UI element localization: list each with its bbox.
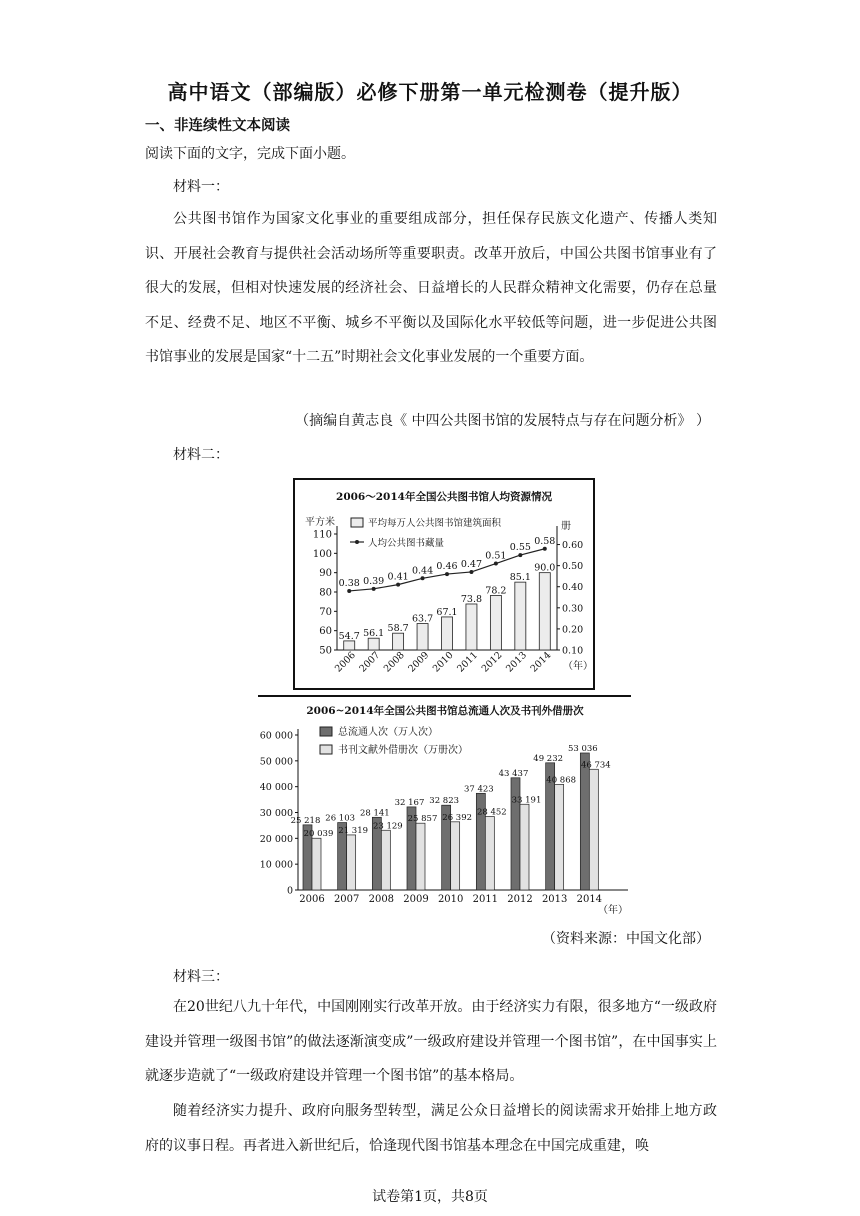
chart1-x-tick-label: 2006 (333, 649, 358, 675)
chart1-bar (515, 582, 526, 650)
chart2-y-tick-label: 50 000 (259, 756, 293, 768)
chart1-legend-bar: 平均每万人公共图书馆建筑面积 (368, 518, 502, 529)
page-footer: 试卷第1页，共8页 (372, 1189, 488, 1205)
chart1-right-tick-label: 0.60 (562, 540, 584, 552)
chart2-bar-label: 21 319 (338, 825, 369, 836)
chart1-line-point (494, 562, 498, 566)
chart1-line-point (469, 570, 473, 574)
chart2-x-tick-label: 2008 (368, 894, 395, 905)
chart1-bar-label: 58.7 (387, 623, 409, 635)
chart1-bar (490, 595, 501, 650)
chart1-bar (393, 633, 404, 650)
chart1-x-tick-label: 2010 (430, 649, 456, 675)
chart1-x-tick-label: 2008 (381, 649, 407, 675)
chart-divider (258, 695, 631, 697)
chart2-x-tick-label: 2012 (507, 894, 533, 905)
chart1-x-tick-label: 2012 (479, 649, 505, 675)
chart1-right-tick-label: 0.30 (562, 603, 584, 615)
material1-text: 公共图书馆作为国家文化事业的重要组成部分，担任保存民族文化遗产、传播人类知识、开展社会教育与提供社会活动场所等重要职责。改革开放后，中国公共图书馆事业有了很大的发展，但相对快速发展的经济社会、日益增长的人民群众精神文化需要，仍存在总量不足、经费不足、地区不平衡、城乡不平衡以及国际化水平较低等问题，进一步促进公共图书馆事业的发展是国家“十二五”时期社会文化事业发展的一个重要方面。 (145, 211, 717, 365)
chart2-bar (347, 835, 356, 890)
chart2-bar-label: 26 103 (325, 813, 356, 824)
chart1-bar-label: 85.1 (509, 572, 531, 584)
chart2-x-tick-label: 2011 (472, 894, 499, 905)
chart1-left-tick-label: 70 (319, 606, 332, 618)
chart2-y-tick-label: 30 000 (259, 808, 293, 819)
chart2-x-tick-label: 2013 (541, 894, 568, 905)
chart1-bar (539, 573, 550, 650)
chart1-x-tick-label: 2009 (406, 649, 432, 675)
chart2-bar-label: 20 039 (303, 829, 334, 840)
chart1-x-tick-label: 2014 (528, 649, 554, 675)
chart2-x-unit: （年） (598, 905, 628, 916)
chart2-x-tick-label: 2014 (576, 894, 603, 905)
legend-series1-swatch (320, 727, 332, 736)
legend-line-dot (355, 540, 359, 544)
chart1-bar-label: 90.0 (534, 562, 556, 574)
chart1-line-label: 0.46 (436, 561, 458, 573)
chart2-bar (381, 830, 390, 890)
page-title: 高中语文（部编版）必修下册第一单元检测卷（提升版） (167, 80, 693, 104)
chart1-right-tick-label: 0.10 (562, 645, 584, 657)
chart1-bar-label: 67.1 (436, 606, 458, 618)
chart2-y-tick-label: 40 000 (259, 782, 293, 794)
chart2-bar (312, 838, 321, 890)
chart2-bar-label: 46 734 (580, 760, 611, 771)
chart1-bar (344, 641, 355, 650)
chart2-x-tick-label: 2010 (437, 894, 464, 905)
chart2-bar (451, 822, 460, 890)
chart1-line-point (445, 572, 449, 576)
chart2-bar (485, 816, 494, 890)
chart1-right-tick-label: 0.40 (562, 582, 584, 594)
chart1-line-label: 0.44 (411, 565, 434, 577)
chart-circulation-lending (258, 698, 632, 920)
chart2-bar-label: 37 423 (463, 784, 494, 795)
chart1-right-tick-label: 0.50 (562, 561, 584, 573)
chart1-bar-label: 63.7 (411, 613, 434, 625)
chart1-x-tick-label: 2007 (357, 649, 383, 675)
chart1-bar-label: 78.2 (485, 585, 507, 597)
chart2-bar-label: 26 392 (442, 812, 473, 823)
chart1-line-label: 0.41 (387, 571, 409, 583)
chart1-line-point (396, 583, 400, 587)
chart2-bar-label: 32 823 (429, 796, 460, 807)
chart1-left-tick-label: 100 (312, 548, 332, 560)
chart2-title: 2006~2014年全国公共图书馆总流通人次及书刊外借册次 (306, 705, 584, 717)
chart2-bar-label: 28 141 (359, 808, 390, 819)
chart1-line-label: 0.38 (338, 577, 360, 589)
chart2-y-tick-label: 0 (286, 885, 293, 897)
chart2-y-tick-label: 20 000 (259, 833, 293, 845)
chart1-left-tick-label: 50 (319, 645, 332, 657)
chart1-bar (417, 624, 428, 650)
chart1-right-tick-label: 0.20 (562, 624, 584, 636)
chart1-line-label: 0.55 (509, 542, 531, 554)
chart-per-capita-resources (293, 478, 595, 690)
chart2-bar-label: 32 167 (394, 797, 425, 808)
chart1-line-point (372, 587, 376, 591)
chart2-bar-label: 49 232 (533, 753, 564, 764)
chart2-bar (520, 804, 529, 890)
material2-source: （资料来源：中国文化部） (542, 931, 710, 947)
chart2-bar-label: 25 857 (407, 814, 438, 825)
chart2-x-tick-label: 2007 (333, 894, 360, 905)
chart2-x-tick-label: 2006 (299, 894, 325, 905)
section-heading: 一、非连续性文本阅读 (145, 118, 290, 134)
chart1-x-tick-label: 2011 (455, 649, 481, 675)
chart1-bar-label: 54.7 (338, 630, 360, 642)
legend-bar-swatch (351, 518, 363, 527)
chart1-right-unit: 册 (561, 521, 571, 532)
material3-paragraph-2: 随着经济实力提升、政府向服务型转型，满足公众日益增长的阅读需求开始排上地方政府的议事日程。再者进入新世纪后，恰逢现代图书馆基本理念在中国完成重建，唤 (145, 1103, 717, 1154)
chart2-bar (580, 753, 589, 890)
chart2-bar (555, 784, 564, 890)
chart2-bar-label: 28 452 (476, 807, 507, 818)
chart1-left-tick-label: 80 (319, 587, 332, 599)
chart1-title: 2006～2014年全国公共图书馆人均资源情况 (336, 491, 552, 503)
chart2-y-tick-label: 60 000 (259, 730, 293, 742)
chart1-bar (442, 617, 453, 650)
chart1-left-tick-label: 90 (319, 568, 332, 580)
material3-label: 材料三： (173, 969, 229, 985)
chart2-x-tick-label: 2009 (403, 894, 429, 905)
chart1-line-label: 0.47 (460, 558, 483, 570)
material1-label: 材料一： (173, 179, 229, 195)
chart1-left-tick-label: 110 (312, 529, 332, 541)
instruction: 阅读下面的文字，完成下面小题。 (145, 146, 355, 162)
chart1-line-point (421, 576, 425, 580)
chart2-bar-label: 53 036 (567, 743, 598, 754)
chart2-bar-label: 23 129 (372, 821, 403, 832)
chart2-legend-1: 总流通人次（万人次） (338, 727, 438, 738)
material1-citation: （摘编自黄志良《 中四公共图书馆的发展特点与存在问题分析》 ） (295, 413, 710, 429)
chart1-line-point (518, 553, 522, 557)
chart2-bar-label: 43 437 (498, 768, 529, 779)
chart1-left-tick-label: 60 (319, 626, 332, 638)
material2-label: 材料二： (173, 447, 229, 463)
chart1-x-tick-label: 2013 (504, 649, 530, 675)
chart2-bar-label: 25 218 (290, 815, 321, 826)
chart1-bar (368, 638, 379, 650)
chart1-bar-label: 73.8 (460, 593, 483, 605)
chart2-y-tick-label: 10 000 (259, 859, 293, 871)
chart2-bar (589, 769, 598, 890)
chart1-bar-label: 56.1 (363, 628, 385, 640)
chart1-x-unit: （年） (563, 661, 593, 672)
chart1-legend-line: 人均公共图书藏量 (368, 538, 445, 549)
legend-series2-swatch (320, 745, 332, 754)
chart2-legend-2: 书刊文献外借册次（万册次） (338, 745, 468, 756)
chart1-bar (466, 604, 477, 650)
chart1-line-label: 0.58 (534, 535, 556, 547)
chart2-bar (416, 823, 425, 890)
chart2-bar-label: 40 868 (546, 775, 577, 786)
chart1-left-unit: 平方米 (305, 517, 335, 528)
chart2-bar-label: 33 191 (511, 795, 542, 806)
material3-paragraph-1: 在20世纪八九十年代，中国刚刚实行改革开放。由于经济实力有限，很多地方“一级政府建设并管理一级图书馆”的做法逐渐演变成”一级政府建设并管理一个图书馆”，在中国事实上就逐步造就了“一级政府建设并管理一个图书馆”的基本格局。 (145, 999, 717, 1084)
chart1-line-point (347, 589, 351, 593)
chart1-line-label: 0.51 (485, 550, 507, 562)
chart1-line-point (543, 547, 547, 551)
chart1-line-label: 0.39 (363, 575, 385, 587)
